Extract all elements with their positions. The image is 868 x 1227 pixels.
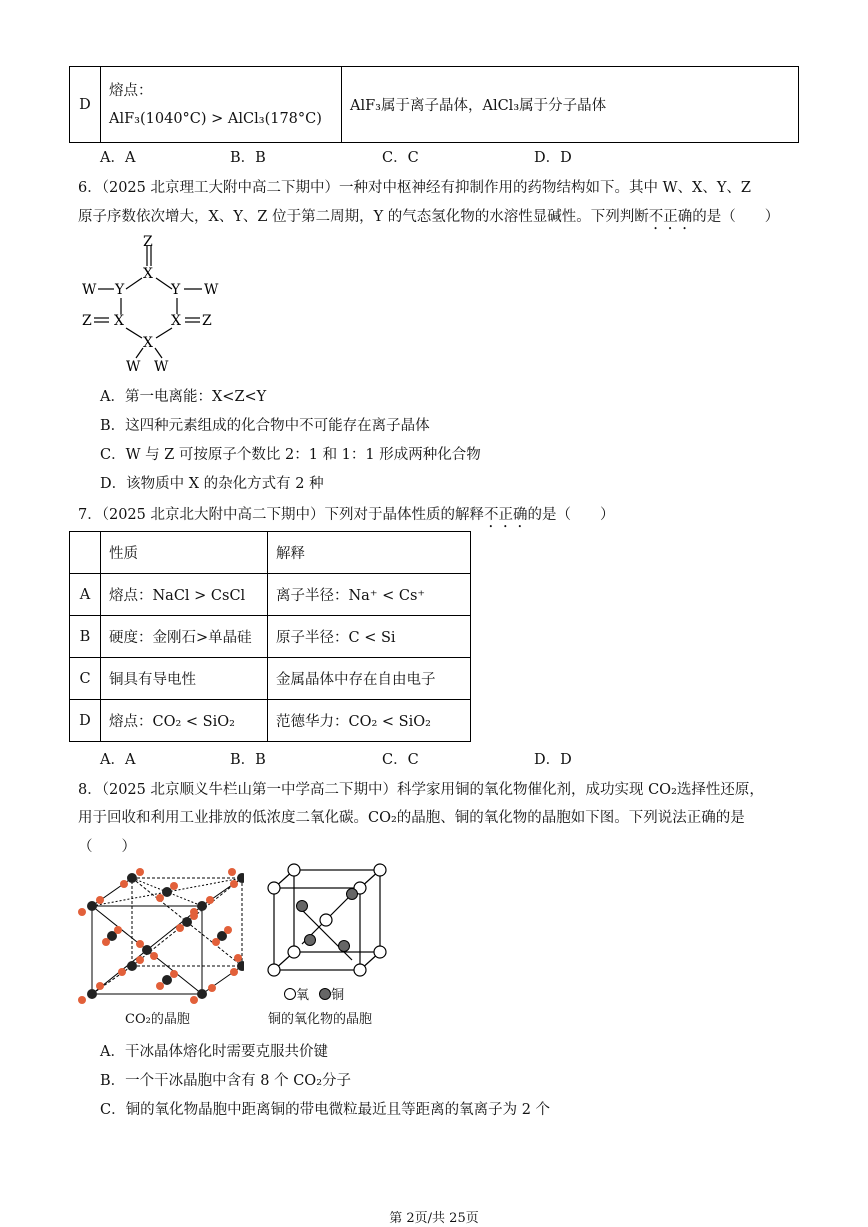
emphasis: 不正确 bbox=[483, 507, 528, 523]
table-row-d bbox=[69, 66, 799, 143]
option-b: B．B bbox=[230, 150, 266, 166]
copper-oxide-caption: 铜的氧化物的晶胞 bbox=[268, 1012, 373, 1027]
header-cell: 性质 bbox=[101, 532, 268, 574]
property-cell bbox=[101, 67, 342, 143]
explanation-cell: AlF₃属于离子晶体，AlCl₃属于分子晶体 bbox=[342, 67, 799, 143]
atom-label: W bbox=[126, 359, 141, 375]
atom-label: W bbox=[154, 359, 169, 375]
q7-table bbox=[69, 531, 471, 742]
option-b: B．B bbox=[230, 752, 266, 768]
option-d: D．D bbox=[534, 150, 572, 166]
option-a: A．A bbox=[100, 752, 136, 768]
q8-line1: 8．（2025 北京顺义牛栏山第一中学高二下期中）科学家用铜的氧化物催化剂，成功实现 CO₂选择性还原， bbox=[78, 782, 764, 798]
legend: 氧 铜 bbox=[284, 984, 344, 1003]
molecular-structure bbox=[78, 232, 228, 377]
carbon-atoms bbox=[87, 873, 244, 999]
q8-option-c: C．铜的氧化物晶胞中距离铜的带电微粒最近且等距离的氧离子为 2 个 bbox=[100, 1102, 551, 1118]
atom-label: X bbox=[143, 266, 153, 282]
table-row: D 熔点：CO₂ < SiO₂ 范德华力：CO₂ < SiO₂ bbox=[70, 700, 471, 742]
co2-unit-cell-figure bbox=[74, 866, 244, 1008]
q8-option-a: A．干冰晶体熔化时需要克服共价键 bbox=[100, 1044, 328, 1060]
atom-label: X bbox=[143, 335, 153, 351]
q6-option-a: A．第一电离能：X<Z<Y bbox=[100, 389, 267, 405]
atom-label: W bbox=[204, 282, 219, 298]
emphasis: 不正确 bbox=[648, 209, 693, 225]
oxygen-legend-icon bbox=[284, 988, 296, 1000]
option-a: A．A bbox=[100, 150, 136, 166]
atom-label: Z bbox=[82, 313, 92, 329]
atom-label: Z bbox=[202, 313, 212, 329]
atom-label: Y bbox=[171, 282, 181, 298]
copper-legend-icon bbox=[319, 988, 331, 1000]
atom-label: Z bbox=[143, 234, 153, 250]
atom-label: X bbox=[171, 313, 181, 329]
atom-label: Y bbox=[115, 282, 125, 298]
q8-line2: 用于回收和利用工业排放的低浓度二氧化碳。CO₂的晶胞、铜的氧化物的晶胞如下图。下列说法正确的是 bbox=[78, 810, 745, 826]
q6-line2: 原子序数依次增大，X、Y、Z 位于第二周期，Y 的气态氢化物的水溶性显碱性。下列判断不正确的是（ ） bbox=[78, 209, 780, 225]
property-label: 熔点： bbox=[109, 82, 153, 99]
option-c: C．C bbox=[382, 150, 419, 166]
q6-option-b: B．这四种元素组成的化合物中不可能存在离子晶体 bbox=[100, 418, 430, 434]
q8-line3: （ ） bbox=[78, 839, 136, 855]
q7-stem: 7．（2025 北京北大附中高二下期中）下列对于晶体性质的解释不正确的是（ ） bbox=[78, 507, 615, 523]
q8-option-b: B．一个干冰晶胞中含有 8 个 CO₂分子 bbox=[100, 1073, 352, 1089]
option-c: C．C bbox=[382, 752, 419, 768]
header-cell: 解释 bbox=[268, 532, 471, 574]
co2-caption: CO₂的晶胞 bbox=[125, 1012, 190, 1027]
row-letter: D bbox=[70, 67, 101, 143]
option-d: D．D bbox=[534, 752, 572, 768]
property-formula: AlF₃(1040°C) > AlCl₃(178°C) bbox=[109, 110, 322, 127]
header-cell bbox=[70, 532, 101, 574]
q6-line1: 6．（2025 北京理工大附中高二下期中）一种对中枢神经有抑制作用的药物结构如下。其中 W、X、Y、Z bbox=[78, 180, 751, 196]
table-row: A 熔点：NaCl > CsCl 离子半径：Na⁺ < Cs⁺ bbox=[70, 574, 471, 616]
atom-label: X bbox=[114, 313, 124, 329]
q6-option-d: D．该物质中 X 的杂化方式有 2 种 bbox=[100, 476, 324, 492]
table-row: C 铜具有导电性 金属晶体中存在自由电子 bbox=[70, 658, 471, 700]
q6-option-c: C．W 与 Z 可按原子个数比 2：1 和 1：1 形成两种化合物 bbox=[100, 447, 481, 463]
atom-label: W bbox=[82, 282, 97, 298]
table-row: B 硬度：金刚石>单晶硅 原子半径：C < Si bbox=[70, 616, 471, 658]
copper-oxide-unit-cell-figure bbox=[266, 862, 390, 980]
page-footer: 第 2页/共 25页 bbox=[389, 1211, 479, 1226]
